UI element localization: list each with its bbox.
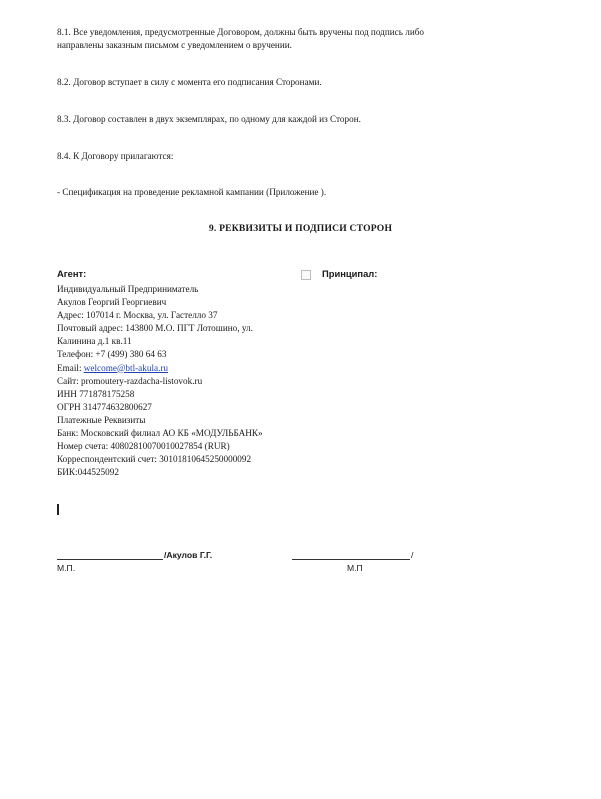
section-heading: 9. РЕКВИЗИТЫ И ПОДПИСИ СТОРОН [208,223,393,234]
clause-8-1-line-1: 8.1. Все уведомления, предусмотренные Договором, должны быть вручены под подпись либо [57,27,424,37]
email-line [57,362,263,375]
requisite-line: Корреспондентский счет: 30101810645250000092 [57,454,252,465]
principal-signature-slash: / [411,550,414,560]
agent-label: Агент: [57,268,87,279]
requisite-line: ОГРН 314774632800627 [57,401,152,412]
clause-8-2: 8.2. Договор вступает в силу с момента его подписания Сторонами. [57,77,322,87]
checkbox-icon [301,270,311,280]
requisite-line: БИК:044525092 [57,467,119,478]
requisite-line: Банк: Московский филиал АО КБ «МОДУЛЬБАНК» [57,428,263,439]
principal-signature-line [292,559,410,560]
clause-8-4: 8.4. К Договору прилагаются: [57,151,174,161]
email-prefix: Email: [57,362,84,373]
requisite-line: ИНН 771878175258 [57,388,135,399]
requisite-line: Почтовый адрес: 143800 М.О. ПГТ Лотошино, ул. [57,323,253,334]
clause-8-1-line-2: направлены заказным письмом с уведомлением о вручении. [57,40,292,50]
text-cursor [57,504,59,515]
requisite-line: Индивидуальный Предприниматель [57,284,199,294]
principal-label: Принципал: [322,268,378,279]
requisite-line: Акулов Георгий Георгиевич [57,297,167,308]
email-link[interactable]: welcome@btl-akula.ru [83,362,169,373]
requisite-line: Калинина д.1 кв.11 [57,336,132,347]
requisite-line: Телефон: +7 (499) 380 64 63 [57,349,167,360]
agent-stamp-label: М.П. [57,563,76,573]
requisite-line: Сайт: promoutery-razdacha-listovok.ru [57,375,203,386]
requisite-line: Платежные Реквизиты [57,414,146,425]
principal-stamp-label: М.П [347,563,363,573]
agent-requisites [57,283,263,479]
requisite-line: Адрес: 107014 г. Москва, ул. Гастелло 37 [57,310,218,321]
clause-attachment: - Спецификация на проведение рекламной кампании (Приложение ). [57,187,327,197]
agent-signature-line [57,559,163,560]
agent-signature-name: /Акулов Г.Г. [164,550,213,560]
requisite-line: Номер счета: 40802810070010027854 (RUR) [57,441,230,452]
clause-8-3: 8.3. Договор составлен в двух экземплярах, по одному для каждой из Сторон. [57,114,361,124]
